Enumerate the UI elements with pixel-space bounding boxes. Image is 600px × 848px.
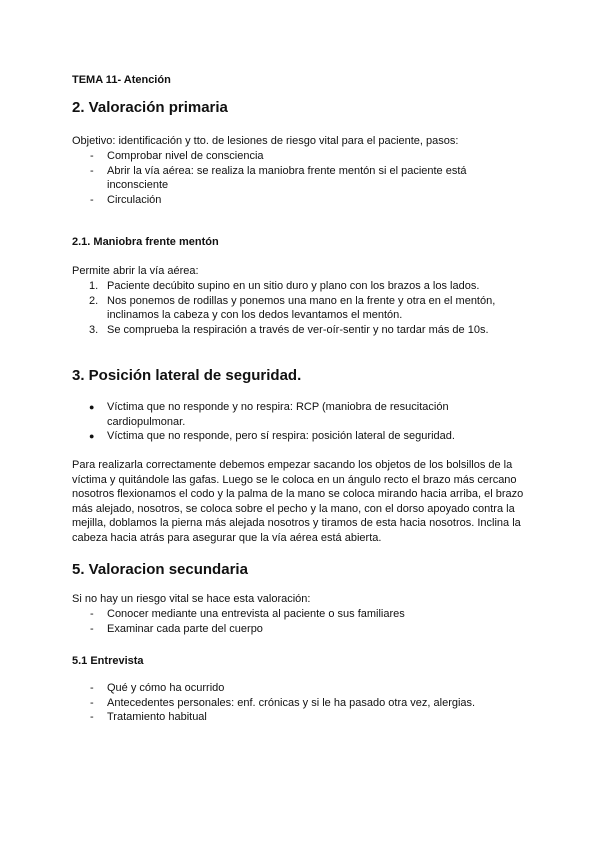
- section-2-1-list: [72, 279, 507, 337]
- topic-header: TEMA 11- Atención: [72, 74, 171, 86]
- section-2-1-title: 2.1. Maniobra frente mentón: [72, 236, 219, 248]
- list-item: - Qué y cómo ha ocurrido: [90, 682, 225, 694]
- list-item: 2. Nos ponemos de rodillas y ponemos una mano en la frente y otra en el mentón, inclinamos la cabeza y con los dedos levantamos el mentón.: [89, 294, 496, 321]
- section-3-title: 3. Posición lateral de seguridad.: [72, 367, 302, 384]
- section-5-title: 5. Valoracion secundaria: [72, 561, 248, 578]
- list-item: - Conocer mediante una entrevista al paciente o sus familiares: [90, 608, 405, 620]
- list-item: 3. Se comprueba la respiración a través de ver-oír-sentir y no tardar más de 10s.: [89, 323, 489, 336]
- section-2-list: [72, 149, 507, 207]
- list-item: - Comprobar nivel de consciencia: [90, 150, 264, 162]
- section-5-intro: Si no hay un riesgo vital se hace esta valoración:: [72, 593, 311, 605]
- list-item: - Circulación: [90, 193, 162, 206]
- section-2-1-intro: Permite abrir la vía aérea:: [72, 265, 199, 277]
- section-3-list: [72, 400, 507, 444]
- list-item: ● Víctima que no responde, pero sí respira: posición lateral de seguridad.: [89, 430, 455, 442]
- list-item: - Antecedentes personales: enf. crónicas y si le ha pasado otra vez, alergias.: [90, 696, 476, 709]
- section-5-1-title: 5.1 Entrevista: [72, 655, 144, 667]
- list-item: - Examinar cada parte del cuerpo: [90, 622, 263, 635]
- section-5-list: [72, 607, 507, 636]
- list-item: - Abrir la vía aérea: se realiza la maniobra frente mentón si el paciente está inconsciente: [90, 164, 467, 191]
- list-item: 1. Paciente decúbito supino en un sitio duro y plano con los brazos a los lados.: [89, 280, 480, 292]
- section-5-1-list: [72, 681, 507, 725]
- list-item: - Tratamiento habitual: [90, 711, 207, 723]
- section-3-paragraph: Para realizarla correctamente debemos empezar sacando los objetos de los bolsillos de la víctima y quitándole las gafas. Luego se le coloca en un ángulo recto el brazo más cercano nosotros flexionamos el codo y la palma de la mano se coloca mirando hacia arriba, el brazo más alejado, nosotros, se coloca sobre el pecho y la mano, con el dorso apoyado contra la mejilla, doblamos la pierna más alejada nosotros y tiramos de esta hacia nosotros. Inclina la cabeza hacia atrás para asegurar que la vía aérea está abierta.: [72, 459, 524, 544]
- section-2-intro: Objetivo: identificación y tto. de lesiones de riesgo vital para el paciente, pasos:: [72, 135, 459, 147]
- section-2-title: 2. Valoración primaria: [72, 99, 228, 116]
- list-item: ● Víctima que no responde y no respira: RCP (maniobra de resucitación cardiopulmonar.: [89, 401, 449, 428]
